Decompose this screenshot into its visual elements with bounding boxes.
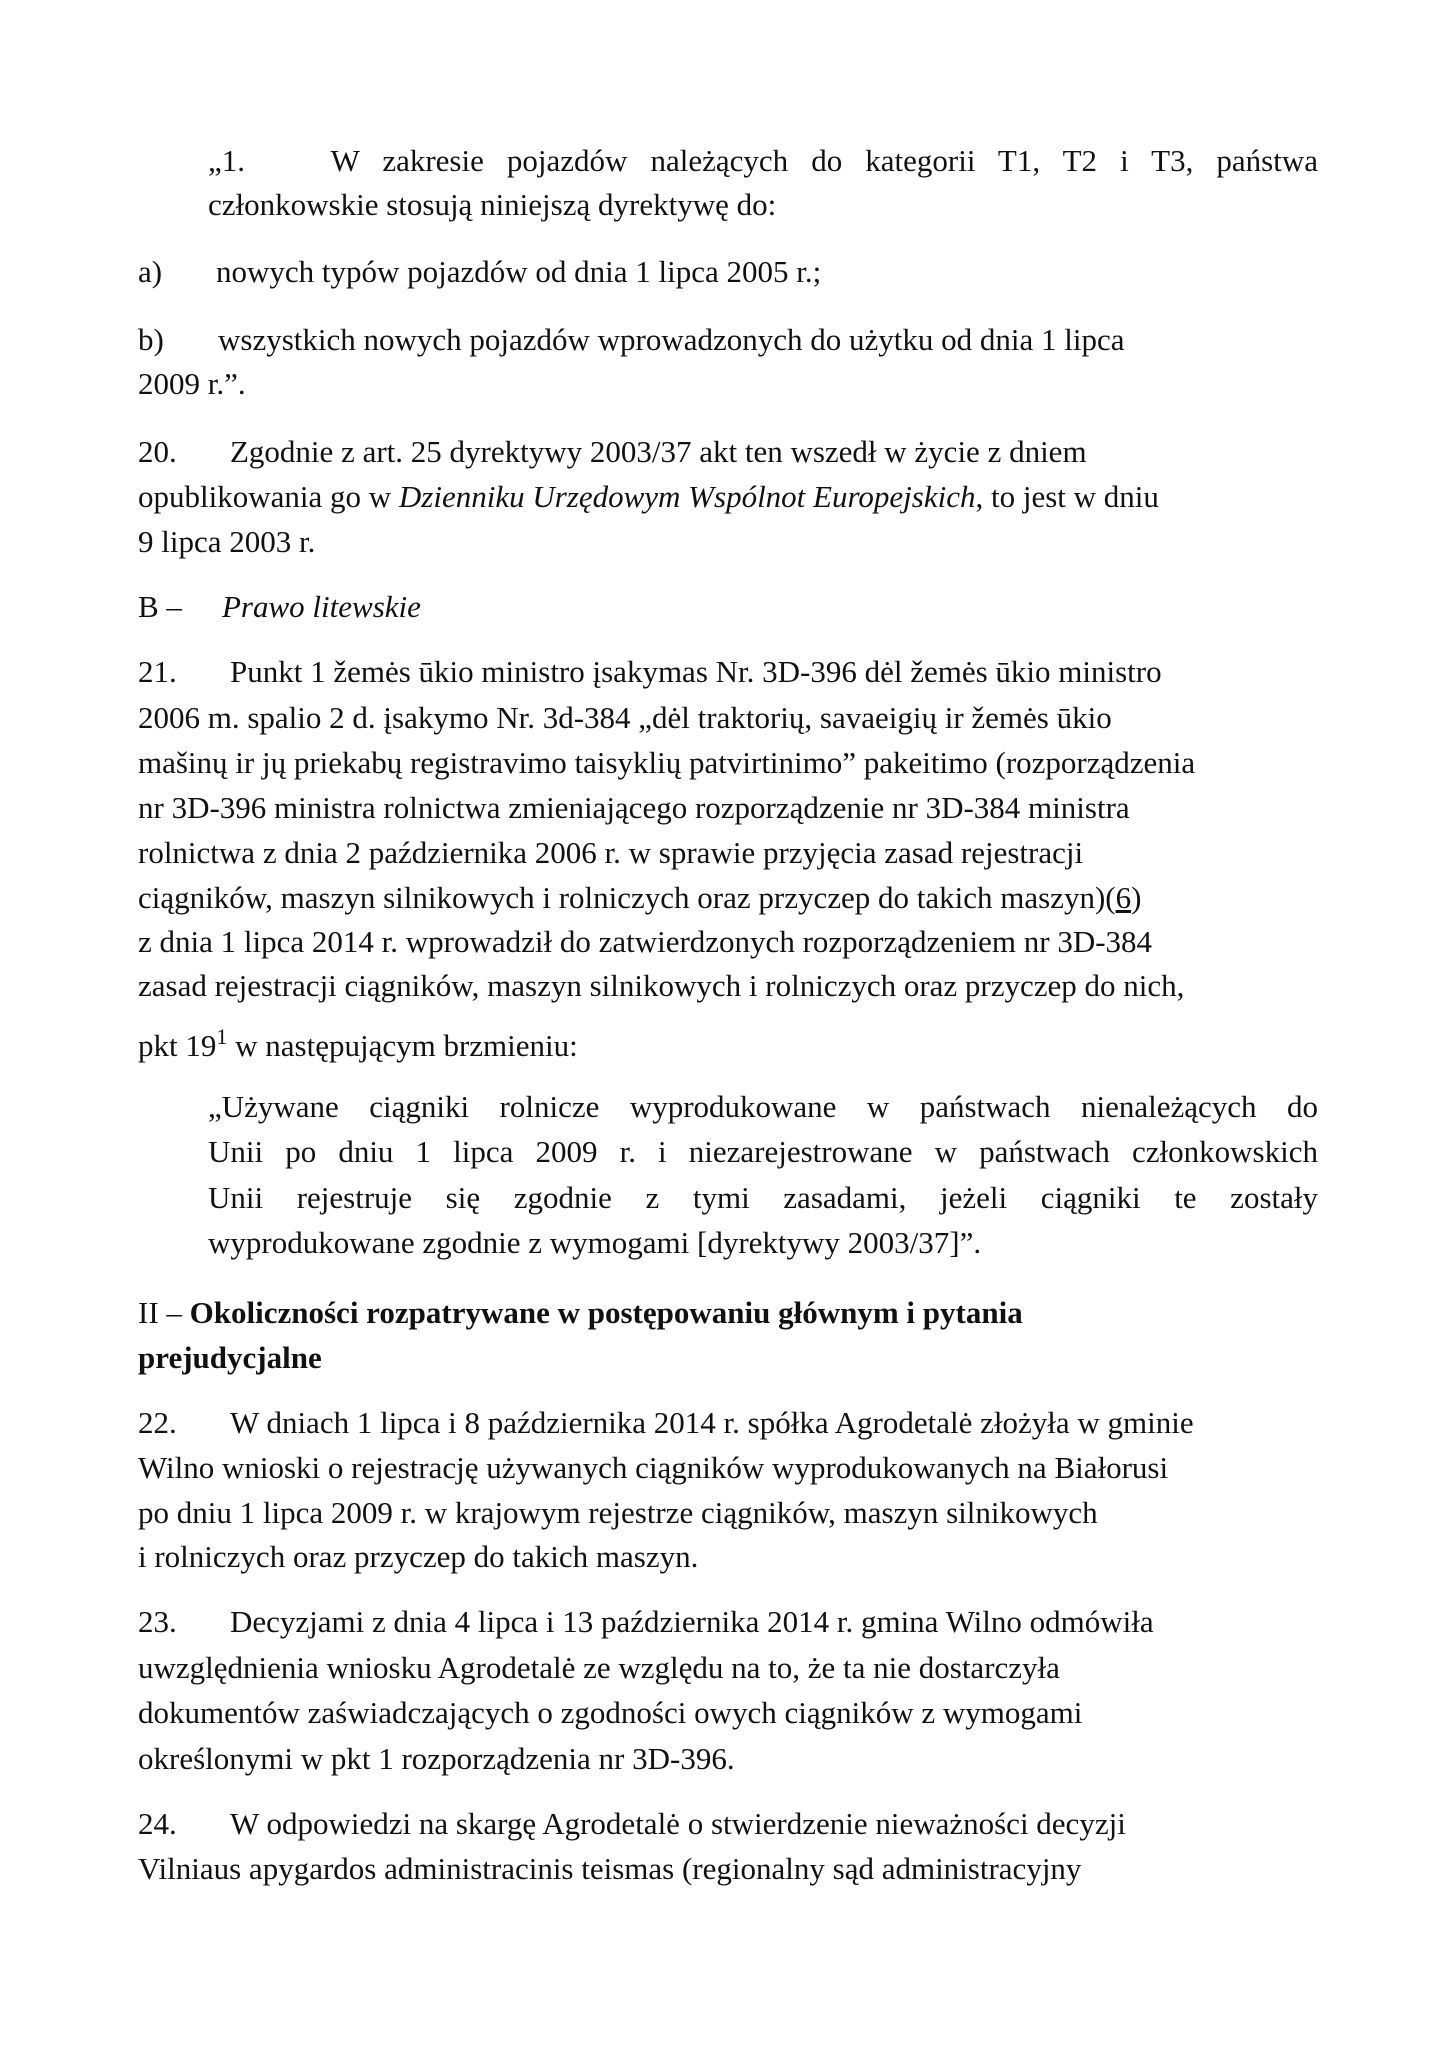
- quote-art1-number: „1.: [208, 143, 246, 178]
- item-b-text: wszystkich nowych pojazdów wprowadzonych do użytku od dnia 1 lipca: [218, 322, 1125, 357]
- para-22-line1: [138, 1401, 1194, 1445]
- para-24-text: W odpowiedzi na skargę Agrodetalė o stwierdzenie nieważności decyzji: [230, 1806, 1126, 1841]
- para-21-line5: rolnictwa z dnia 2 października 2006 r. w sprawie przyjęcia zasad rejestracji: [138, 835, 1084, 870]
- para-21-text: ciągników, maszyn silnikowych i rolniczych oraz przyczep do takich maszyn)(: [138, 880, 1116, 915]
- para-21-text: ): [1131, 880, 1142, 915]
- superscript-1: 1: [216, 1024, 228, 1049]
- para-21-line9: [138, 1024, 578, 1068]
- para-20-line2: [138, 475, 1159, 519]
- section-ii-heading-line2: prejudycjalne: [138, 1340, 322, 1375]
- para-21-text: Punkt 1 žemės ūkio ministro įsakymas Nr. 3D-396 dėl žemės ūkio ministro: [230, 654, 1162, 689]
- para-20-line1: [138, 430, 1087, 474]
- para-20-number: 20.: [138, 434, 177, 469]
- item-a-label: a): [138, 254, 163, 289]
- section-ii-heading-line1: [138, 1291, 1023, 1335]
- item-a-text: nowych typów pojazdów od dnia 1 lipca 2005 r.;: [216, 254, 822, 289]
- quote-19-1-line1: „Używane ciągniki rolnicze wyprodukowane w państwach nienależących do: [208, 1089, 1318, 1124]
- para-21-line6: [138, 876, 1141, 920]
- para-23-line3: dokumentów zaświadczających o zgodności owych ciągników z wymogami: [138, 1695, 1083, 1730]
- quote-art1-text: W zakresie pojazdów należących do kategorii T1, T2 i T3, państwa: [330, 143, 1318, 178]
- para-21-line7: z dnia 1 lipca 2014 r. wprowadził do zatwierdzonych rozporządzeniem nr 3D-384: [138, 924, 1153, 959]
- journal-title: Dzienniku Urzędowym Wspólnot Europejskich: [398, 479, 976, 514]
- footnote-link-6[interactable]: 6: [1115, 880, 1132, 915]
- para-23-line4: określonymi w pkt 1 rozporządzenia nr 3D-396.: [138, 1741, 735, 1776]
- quote-19-1-line3: Unii rejestruje się zgodnie z tymi zasadami, jeżeli ciągniki te zostały: [208, 1180, 1318, 1215]
- quote-art1-line1: [208, 139, 1318, 183]
- para-23-line1: [138, 1600, 1154, 1644]
- para-21-text: pkt 19: [138, 1028, 217, 1063]
- para-20-text: opublikowania go w: [138, 479, 399, 514]
- para-22-text: W dniach 1 lipca i 8 października 2014 r. spółka Agrodetalė złożyła w gminie: [230, 1405, 1194, 1440]
- section-b-label: B –: [138, 589, 182, 624]
- para-21-line2: 2006 m. spalio 2 d. įsakymo Nr. 3d-384 „dėl traktorių, savaeigių ir žemės ūkio: [138, 700, 1112, 735]
- para-22-line4: i rolniczych oraz przyczep do takich maszyn.: [138, 1539, 699, 1574]
- para-24-number: 24.: [138, 1806, 177, 1841]
- para-23-text: Decyzjami z dnia 4 lipca i 13 października 2014 r. gmina Wilno odmówiła: [230, 1604, 1154, 1639]
- para-21-line4: nr 3D-396 ministra rolnictwa zmieniającego rozporządzenie nr 3D-384 ministra: [138, 790, 1130, 825]
- quote-19-1-line4: wyprodukowane zgodnie z wymogami [dyrektywy 2003/37]”.: [208, 1225, 982, 1260]
- para-21-text: w następującym brzmieniu:: [227, 1028, 578, 1063]
- para-24-line2: Vilniaus apygardos administracinis teismas (regionalny sąd administracyjny: [138, 1851, 1082, 1886]
- quote-19-1-line2: Unii po dniu 1 lipca 2009 r. i niezarejestrowane w państwach członkowskich: [208, 1134, 1318, 1169]
- para-23-number: 23.: [138, 1604, 177, 1639]
- section-ii-title: Okoliczności rozpatrywane w postępowaniu głównym i pytania: [189, 1295, 1023, 1330]
- para-22-number: 22.: [138, 1405, 177, 1440]
- section-b-heading: [138, 585, 421, 629]
- quote-art1-line2: członkowskie stosują niniejszą dyrektywę do:: [208, 187, 777, 222]
- para-20-text: Zgodnie z art. 25 dyrektywy 2003/37 akt ten wszedł w życie z dniem: [230, 434, 1087, 469]
- section-b-title: Prawo litewskie: [222, 589, 421, 624]
- item-b-text-continued: 2009 r.”.: [138, 366, 246, 401]
- item-b: [138, 318, 1125, 362]
- para-22-line2: Wilno wnioski o rejestrację używanych ciągników wyprodukowanych na Białorusi: [138, 1450, 1169, 1485]
- para-24-line1: [138, 1802, 1126, 1846]
- para-20-line3: 9 lipca 2003 r.: [138, 524, 316, 559]
- para-22-line3: po dniu 1 lipca 2009 r. w krajowym rejestrze ciągników, maszyn silnikowych: [138, 1495, 1098, 1530]
- para-21-line1: [138, 650, 1162, 694]
- para-21-line8: zasad rejestracji ciągników, maszyn silnikowych i rolniczych oraz przyczep do nich,: [138, 968, 1185, 1003]
- section-ii-label: II –: [138, 1295, 182, 1330]
- para-21-number: 21.: [138, 654, 177, 689]
- para-23-line2: uwzględnienia wniosku Agrodetalė ze względu na to, że ta nie dostarczyła: [138, 1650, 1060, 1685]
- item-a: [138, 250, 821, 294]
- item-b-label: b): [138, 322, 164, 357]
- para-21-line3: mašinų ir jų priekabų registravimo taisyklių patvirtinimo” pakeitimo (rozporządzenia: [138, 745, 1196, 780]
- para-20-text: , to jest w dniu: [975, 479, 1159, 514]
